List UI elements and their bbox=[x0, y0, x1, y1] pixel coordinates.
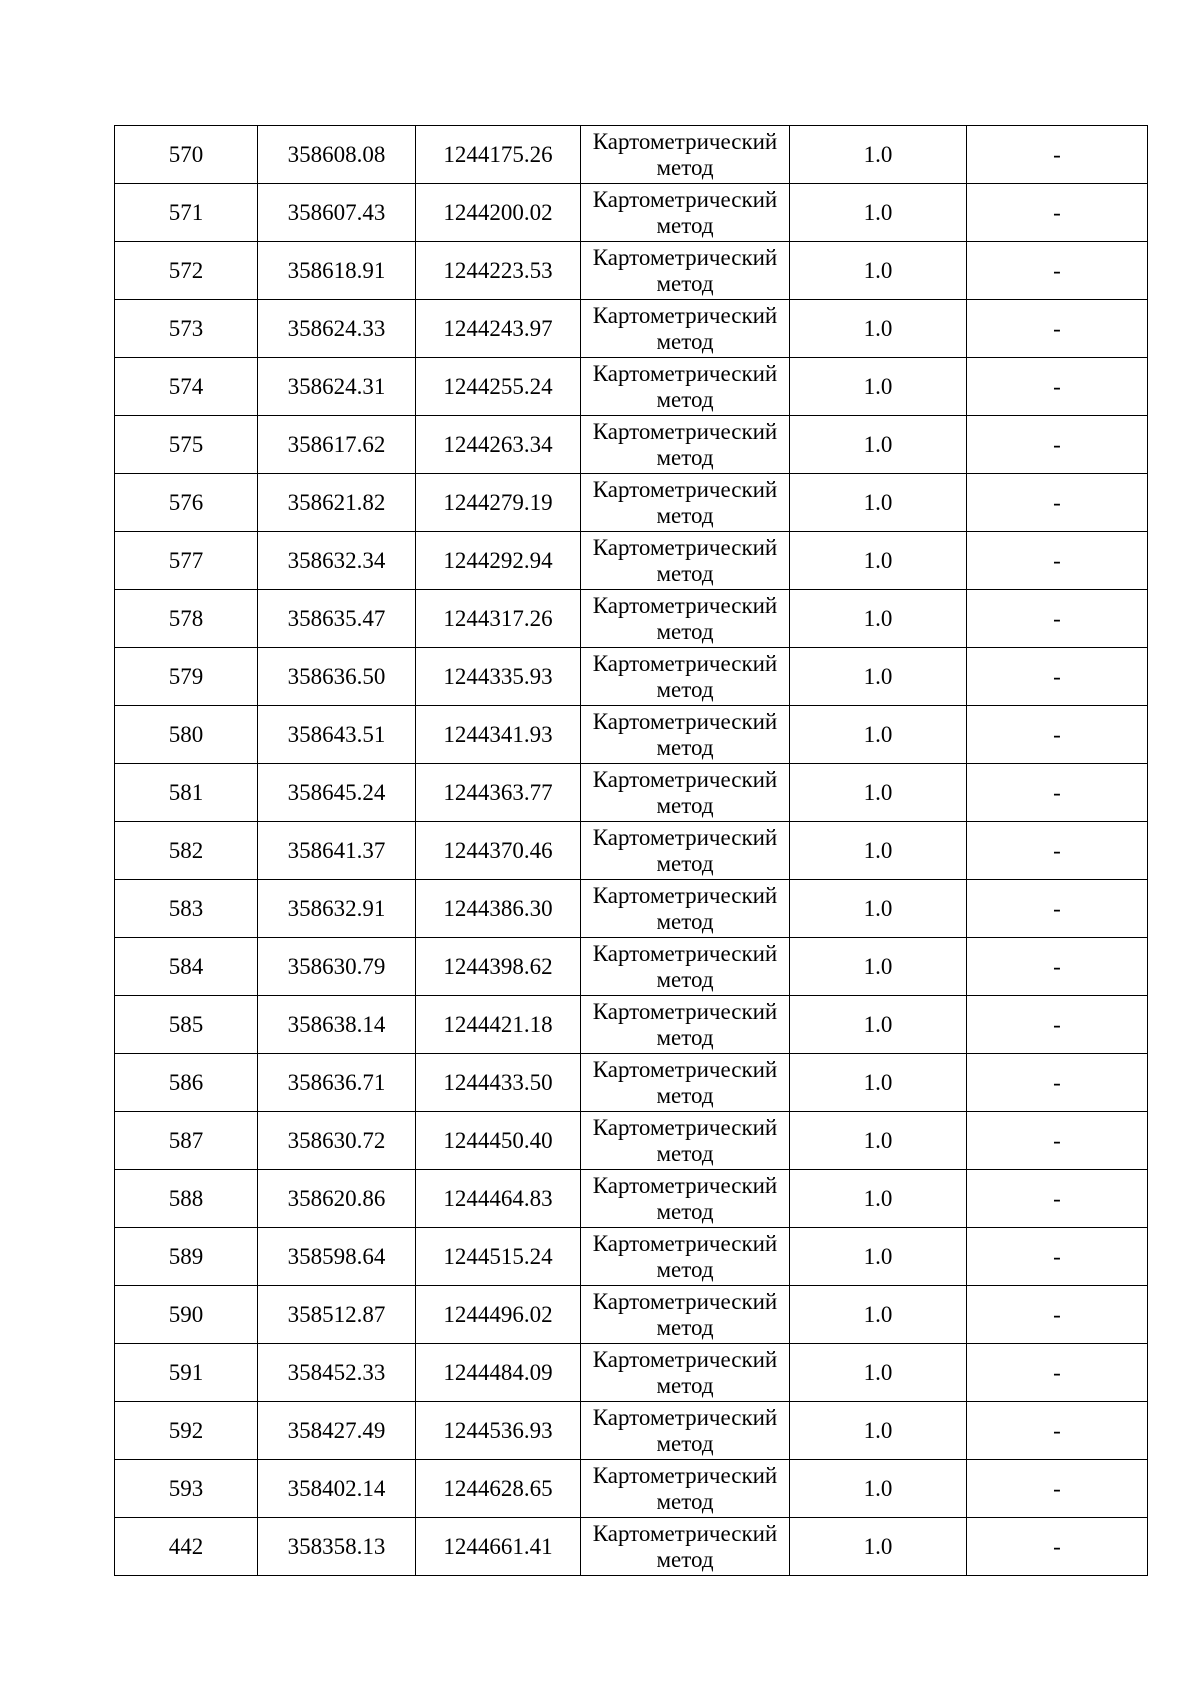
accuracy-cell: 1.0 bbox=[790, 938, 967, 996]
note-cell: - bbox=[967, 880, 1148, 938]
table-row bbox=[115, 764, 1148, 822]
table-row bbox=[115, 648, 1148, 706]
accuracy-cell: 1.0 bbox=[790, 358, 967, 416]
table-row bbox=[115, 1054, 1148, 1112]
table-row bbox=[115, 996, 1148, 1054]
method-line-1: Картометрический bbox=[592, 1520, 778, 1546]
note-cell: - bbox=[967, 358, 1148, 416]
point-number-cell: 582 bbox=[115, 822, 258, 880]
table-row bbox=[115, 1112, 1148, 1170]
accuracy-cell: 1.0 bbox=[790, 300, 967, 358]
coordinates-table bbox=[114, 125, 1148, 1576]
method-line-1: Картометрический bbox=[592, 418, 778, 444]
method-line-1: Картометрический bbox=[592, 534, 778, 560]
y-coordinate-cell: 1244363.77 bbox=[416, 764, 581, 822]
y-coordinate-cell: 1244370.46 bbox=[416, 822, 581, 880]
y-coordinate-cell: 1244341.93 bbox=[416, 706, 581, 764]
method-line-2: метод bbox=[656, 1198, 714, 1224]
point-number-cell: 592 bbox=[115, 1402, 258, 1460]
accuracy-cell: 1.0 bbox=[790, 1286, 967, 1344]
point-number-cell: 574 bbox=[115, 358, 258, 416]
x-coordinate-cell: 358618.91 bbox=[258, 242, 416, 300]
method-line-2: метод bbox=[656, 792, 714, 818]
point-number-cell: 593 bbox=[115, 1460, 258, 1518]
accuracy-cell: 1.0 bbox=[790, 648, 967, 706]
y-coordinate-cell: 1244628.65 bbox=[416, 1460, 581, 1518]
accuracy-cell: 1.0 bbox=[790, 764, 967, 822]
method-line-2: метод bbox=[656, 1140, 714, 1166]
method-line-2: метод bbox=[656, 850, 714, 876]
table-row bbox=[115, 880, 1148, 938]
note-cell: - bbox=[967, 706, 1148, 764]
y-coordinate-cell: 1244335.93 bbox=[416, 648, 581, 706]
method-line-1: Картометрический bbox=[592, 1114, 778, 1140]
y-coordinate-cell: 1244661.41 bbox=[416, 1518, 581, 1576]
y-coordinate-cell: 1244317.26 bbox=[416, 590, 581, 648]
method-line-1: Картометрический bbox=[592, 302, 778, 328]
accuracy-cell: 1.0 bbox=[790, 706, 967, 764]
note-cell: - bbox=[967, 532, 1148, 590]
method-line-2: метод bbox=[656, 1546, 714, 1572]
method-cell bbox=[581, 1228, 790, 1286]
note-cell: - bbox=[967, 822, 1148, 880]
table-row bbox=[115, 532, 1148, 590]
y-coordinate-cell: 1244496.02 bbox=[416, 1286, 581, 1344]
point-number-cell: 591 bbox=[115, 1344, 258, 1402]
method-line-1: Картометрический bbox=[592, 708, 778, 734]
y-coordinate-cell: 1244484.09 bbox=[416, 1344, 581, 1402]
method-line-2: метод bbox=[656, 734, 714, 760]
y-coordinate-cell: 1244515.24 bbox=[416, 1228, 581, 1286]
y-coordinate-cell: 1244175.26 bbox=[416, 126, 581, 184]
x-coordinate-cell: 358624.33 bbox=[258, 300, 416, 358]
x-coordinate-cell: 358638.14 bbox=[258, 996, 416, 1054]
note-cell: - bbox=[967, 416, 1148, 474]
note-cell: - bbox=[967, 938, 1148, 996]
point-number-cell: 573 bbox=[115, 300, 258, 358]
method-line-2: метод bbox=[656, 1372, 714, 1398]
point-number-cell: 577 bbox=[115, 532, 258, 590]
method-line-2: метод bbox=[656, 1314, 714, 1340]
x-coordinate-cell: 358621.82 bbox=[258, 474, 416, 532]
method-line-1: Картометрический bbox=[592, 1172, 778, 1198]
note-cell: - bbox=[967, 1344, 1148, 1402]
table-row bbox=[115, 126, 1148, 184]
table-row bbox=[115, 358, 1148, 416]
table-row bbox=[115, 938, 1148, 996]
y-coordinate-cell: 1244279.19 bbox=[416, 474, 581, 532]
x-coordinate-cell: 358635.47 bbox=[258, 590, 416, 648]
table-row bbox=[115, 474, 1148, 532]
table-row bbox=[115, 1518, 1148, 1576]
note-cell: - bbox=[967, 1518, 1148, 1576]
note-cell: - bbox=[967, 1402, 1148, 1460]
accuracy-cell: 1.0 bbox=[790, 1402, 967, 1460]
y-coordinate-cell: 1244536.93 bbox=[416, 1402, 581, 1460]
method-cell bbox=[581, 1286, 790, 1344]
accuracy-cell: 1.0 bbox=[790, 1460, 967, 1518]
method-line-1: Картометрический bbox=[592, 1462, 778, 1488]
method-line-2: метод bbox=[656, 502, 714, 528]
x-coordinate-cell: 358608.08 bbox=[258, 126, 416, 184]
method-cell bbox=[581, 822, 790, 880]
note-cell: - bbox=[967, 184, 1148, 242]
accuracy-cell: 1.0 bbox=[790, 1112, 967, 1170]
x-coordinate-cell: 358630.79 bbox=[258, 938, 416, 996]
table-row bbox=[115, 822, 1148, 880]
method-cell bbox=[581, 358, 790, 416]
table-row bbox=[115, 184, 1148, 242]
table-row bbox=[115, 706, 1148, 764]
y-coordinate-cell: 1244421.18 bbox=[416, 996, 581, 1054]
method-line-1: Картометрический bbox=[592, 1404, 778, 1430]
method-cell bbox=[581, 532, 790, 590]
point-number-cell: 576 bbox=[115, 474, 258, 532]
x-coordinate-cell: 358645.24 bbox=[258, 764, 416, 822]
x-coordinate-cell: 358402.14 bbox=[258, 1460, 416, 1518]
accuracy-cell: 1.0 bbox=[790, 242, 967, 300]
method-cell bbox=[581, 1170, 790, 1228]
x-coordinate-cell: 358624.31 bbox=[258, 358, 416, 416]
accuracy-cell: 1.0 bbox=[790, 1344, 967, 1402]
x-coordinate-cell: 358427.49 bbox=[258, 1402, 416, 1460]
method-cell bbox=[581, 648, 790, 706]
method-cell bbox=[581, 1112, 790, 1170]
method-line-1: Картометрический bbox=[592, 940, 778, 966]
accuracy-cell: 1.0 bbox=[790, 996, 967, 1054]
x-coordinate-cell: 358641.37 bbox=[258, 822, 416, 880]
method-line-2: метод bbox=[656, 908, 714, 934]
method-line-2: метод bbox=[656, 328, 714, 354]
note-cell: - bbox=[967, 126, 1148, 184]
point-number-cell: 587 bbox=[115, 1112, 258, 1170]
method-line-2: метод bbox=[656, 1488, 714, 1514]
y-coordinate-cell: 1244200.02 bbox=[416, 184, 581, 242]
method-line-1: Картометрический bbox=[592, 244, 778, 270]
method-cell bbox=[581, 590, 790, 648]
point-number-cell: 572 bbox=[115, 242, 258, 300]
method-line-2: метод bbox=[656, 1430, 714, 1456]
point-number-cell: 585 bbox=[115, 996, 258, 1054]
y-coordinate-cell: 1244292.94 bbox=[416, 532, 581, 590]
point-number-cell: 581 bbox=[115, 764, 258, 822]
method-cell bbox=[581, 938, 790, 996]
method-cell bbox=[581, 242, 790, 300]
point-number-cell: 588 bbox=[115, 1170, 258, 1228]
method-line-1: Картометрический bbox=[592, 882, 778, 908]
accuracy-cell: 1.0 bbox=[790, 1228, 967, 1286]
method-cell bbox=[581, 1518, 790, 1576]
y-coordinate-cell: 1244433.50 bbox=[416, 1054, 581, 1112]
method-line-2: метод bbox=[656, 154, 714, 180]
point-number-cell: 578 bbox=[115, 590, 258, 648]
table-row bbox=[115, 1460, 1148, 1518]
x-coordinate-cell: 358620.86 bbox=[258, 1170, 416, 1228]
note-cell: - bbox=[967, 996, 1148, 1054]
accuracy-cell: 1.0 bbox=[790, 1170, 967, 1228]
x-coordinate-cell: 358512.87 bbox=[258, 1286, 416, 1344]
x-coordinate-cell: 358632.91 bbox=[258, 880, 416, 938]
accuracy-cell: 1.0 bbox=[790, 126, 967, 184]
accuracy-cell: 1.0 bbox=[790, 532, 967, 590]
method-cell bbox=[581, 764, 790, 822]
y-coordinate-cell: 1244255.24 bbox=[416, 358, 581, 416]
accuracy-cell: 1.0 bbox=[790, 416, 967, 474]
method-cell bbox=[581, 1054, 790, 1112]
x-coordinate-cell: 358630.72 bbox=[258, 1112, 416, 1170]
y-coordinate-cell: 1244398.62 bbox=[416, 938, 581, 996]
point-number-cell: 575 bbox=[115, 416, 258, 474]
method-line-1: Картометрический bbox=[592, 1346, 778, 1372]
table-row bbox=[115, 1402, 1148, 1460]
method-cell bbox=[581, 1460, 790, 1518]
method-line-2: метод bbox=[656, 966, 714, 992]
method-line-1: Картометрический bbox=[592, 766, 778, 792]
y-coordinate-cell: 1244386.30 bbox=[416, 880, 581, 938]
method-line-1: Картометрический bbox=[592, 128, 778, 154]
method-line-2: метод bbox=[656, 560, 714, 586]
x-coordinate-cell: 358358.13 bbox=[258, 1518, 416, 1576]
method-line-1: Картометрический bbox=[592, 1230, 778, 1256]
y-coordinate-cell: 1244450.40 bbox=[416, 1112, 581, 1170]
table-row bbox=[115, 300, 1148, 358]
y-coordinate-cell: 1244263.34 bbox=[416, 416, 581, 474]
x-coordinate-cell: 358632.34 bbox=[258, 532, 416, 590]
table-row bbox=[115, 590, 1148, 648]
method-line-1: Картометрический bbox=[592, 824, 778, 850]
method-cell bbox=[581, 474, 790, 532]
method-line-1: Картометрический bbox=[592, 360, 778, 386]
method-line-2: метод bbox=[656, 212, 714, 238]
point-number-cell: 579 bbox=[115, 648, 258, 706]
accuracy-cell: 1.0 bbox=[790, 590, 967, 648]
table-row bbox=[115, 1286, 1148, 1344]
note-cell: - bbox=[967, 474, 1148, 532]
x-coordinate-cell: 358607.43 bbox=[258, 184, 416, 242]
table-row bbox=[115, 1170, 1148, 1228]
method-line-2: метод bbox=[656, 444, 714, 470]
note-cell: - bbox=[967, 300, 1148, 358]
y-coordinate-cell: 1244243.97 bbox=[416, 300, 581, 358]
note-cell: - bbox=[967, 590, 1148, 648]
method-cell bbox=[581, 880, 790, 938]
method-line-1: Картометрический bbox=[592, 476, 778, 502]
method-cell bbox=[581, 1402, 790, 1460]
point-number-cell: 586 bbox=[115, 1054, 258, 1112]
x-coordinate-cell: 358636.50 bbox=[258, 648, 416, 706]
table-row bbox=[115, 1344, 1148, 1402]
y-coordinate-cell: 1244223.53 bbox=[416, 242, 581, 300]
method-line-2: метод bbox=[656, 270, 714, 296]
note-cell: - bbox=[967, 1228, 1148, 1286]
note-cell: - bbox=[967, 648, 1148, 706]
method-cell bbox=[581, 300, 790, 358]
method-cell bbox=[581, 996, 790, 1054]
y-coordinate-cell: 1244464.83 bbox=[416, 1170, 581, 1228]
method-line-1: Картометрический bbox=[592, 1056, 778, 1082]
x-coordinate-cell: 358643.51 bbox=[258, 706, 416, 764]
method-cell bbox=[581, 184, 790, 242]
note-cell: - bbox=[967, 1054, 1148, 1112]
accuracy-cell: 1.0 bbox=[790, 474, 967, 532]
note-cell: - bbox=[967, 242, 1148, 300]
accuracy-cell: 1.0 bbox=[790, 880, 967, 938]
point-number-cell: 580 bbox=[115, 706, 258, 764]
method-line-1: Картометрический bbox=[592, 186, 778, 212]
note-cell: - bbox=[967, 764, 1148, 822]
accuracy-cell: 1.0 bbox=[790, 822, 967, 880]
method-cell bbox=[581, 126, 790, 184]
x-coordinate-cell: 358636.71 bbox=[258, 1054, 416, 1112]
x-coordinate-cell: 358452.33 bbox=[258, 1344, 416, 1402]
note-cell: - bbox=[967, 1170, 1148, 1228]
method-line-2: метод bbox=[656, 1024, 714, 1050]
table-row bbox=[115, 242, 1148, 300]
x-coordinate-cell: 358617.62 bbox=[258, 416, 416, 474]
note-cell: - bbox=[967, 1112, 1148, 1170]
point-number-cell: 590 bbox=[115, 1286, 258, 1344]
accuracy-cell: 1.0 bbox=[790, 184, 967, 242]
point-number-cell: 442 bbox=[115, 1518, 258, 1576]
method-line-1: Картометрический bbox=[592, 592, 778, 618]
table-body bbox=[115, 126, 1148, 1576]
method-cell bbox=[581, 416, 790, 474]
method-line-2: метод bbox=[656, 676, 714, 702]
x-coordinate-cell: 358598.64 bbox=[258, 1228, 416, 1286]
method-line-1: Картометрический bbox=[592, 1288, 778, 1314]
point-number-cell: 584 bbox=[115, 938, 258, 996]
accuracy-cell: 1.0 bbox=[790, 1054, 967, 1112]
table-row bbox=[115, 1228, 1148, 1286]
method-line-2: метод bbox=[656, 1256, 714, 1282]
method-cell bbox=[581, 706, 790, 764]
note-cell: - bbox=[967, 1460, 1148, 1518]
method-line-2: метод bbox=[656, 618, 714, 644]
point-number-cell: 589 bbox=[115, 1228, 258, 1286]
accuracy-cell: 1.0 bbox=[790, 1518, 967, 1576]
table-row bbox=[115, 416, 1148, 474]
method-line-2: метод bbox=[656, 1082, 714, 1108]
method-line-1: Картометрический bbox=[592, 998, 778, 1024]
note-cell: - bbox=[967, 1286, 1148, 1344]
method-line-1: Картометрический bbox=[592, 650, 778, 676]
method-cell bbox=[581, 1344, 790, 1402]
point-number-cell: 583 bbox=[115, 880, 258, 938]
method-line-2: метод bbox=[656, 386, 714, 412]
point-number-cell: 570 bbox=[115, 126, 258, 184]
point-number-cell: 571 bbox=[115, 184, 258, 242]
